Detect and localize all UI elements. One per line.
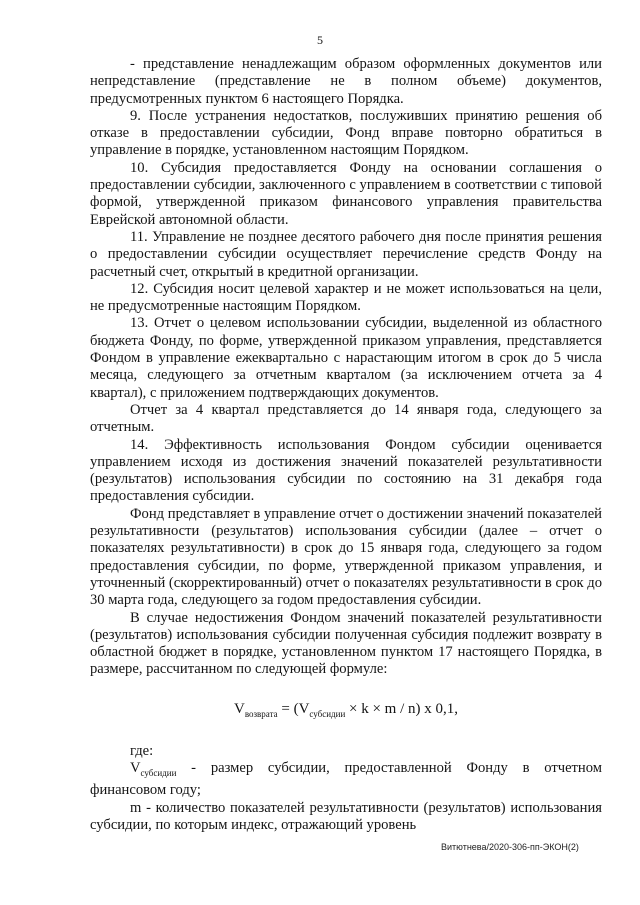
paragraph-bullet-non-submission: - представление ненадлежащим образом оформленных документов или непредставление (представление не в полном объеме) документов, предусмотренных пунктом 6 настоящего Порядка. [90, 56, 602, 107]
document-body [90, 56, 602, 834]
paragraph-10: 10. Субсидия предоставляется Фонду на основании соглашения о предоставлении субсидии, заключенного с управлением в соответствии с типовой формой, утвержденной приказом финансового управления правительства Еврейской автономной области. [90, 159, 602, 228]
footer-document-code: Витютнева/2020-306-пп-ЭКОН(2) [441, 842, 579, 852]
paragraph-fund-report: Фонд представляет в управление отчет о достижении значений показателей результативности (результатов) использования субсидии (далее – отчет о показателях результативности) в срок до 15 января года, следующего за годом предоставления субсидии, по форме, утвержденной приказом управления, и уточненный (скорректированный) отчет о показателях результативности в срок до 30 марта года, следующего за годом предоставления субсидии. [90, 505, 602, 609]
definition-text: - размер субсидии, предоставленной Фонду в отчетном финансовом году; [90, 760, 602, 799]
where-label: где: [130, 742, 154, 759]
definition-m [90, 800, 602, 835]
formula-eq-open: = (V [277, 700, 310, 717]
page-number: 5 [317, 33, 323, 47]
formula-lhs-symbol: V [233, 700, 245, 717]
formula-lhs-subscript: возврата [244, 708, 278, 719]
paragraph-12: 12. Субсидия носит целевой характер и не может использоваться на цели, не предусмотренные настоящим Порядком. [90, 280, 602, 315]
definition-v-subsidy [90, 760, 602, 800]
definition-symbol-letter: m [130, 799, 142, 816]
paragraph-13: 13. Отчет о целевом использовании субсидии, выделенной из областного бюджета Фонду, по форме, утвержденной приказом управления, представляется Фондом в управление ежеквартально с нарастающим итогом в срок до 5 числа месяца, следующего за отчетным кварталом (за исключением отчета за 4 квартал), с приложением подтверждающих документов. [90, 315, 602, 401]
paragraph-q4-report: Отчет за 4 квартал представляется до 14 января года, следующего за отчетным. [90, 401, 602, 436]
paragraph-refund-condition: В случае недостижения Фондом значений показателей результативности (результатов) использования субсидии полученная субсидия подлежит возврату в областной бюджет в порядке, установленном пунктом 17 настоящего Порядка, в размере, рассчитанном по следующей формуле: [90, 609, 602, 678]
formula-rhs-tail: × k × m / n) x 0,1, [345, 700, 459, 717]
definition-symbol [130, 760, 177, 779]
definition-symbol-letter: V [130, 760, 141, 777]
definition-symbol [130, 800, 141, 816]
paragraph-11: 11. Управление не позднее десятого рабочего дня после принятия решения о предоставлении субсидии осуществляет перечисление средств Фонду на расчетный счет, открытый в кредитной организации. [90, 228, 602, 280]
definition-text: - количество показателей результативности (результатов) использования субсидии, по которым индекс, отражающий уровень [90, 799, 602, 834]
refund-formula [90, 701, 602, 723]
paragraph-14: 14. Эффективность использования Фондом субсидии оценивается управлением исходя из достижения значений показателей результативности (результатов) использования субсидии по состоянию на 31 декабря года предоставления субсидии. [90, 436, 602, 505]
formula-rhs-subscript: субсидии [309, 708, 346, 719]
definition-symbol-subscript: субсидии [140, 768, 177, 779]
paragraph-9: 9. После устранения недостатков, послуживших принятию решения об отказе в предоставлении субсидии, Фонд вправе повторно обратиться в управление в порядке, установленном настоящим Порядком. [90, 107, 602, 159]
